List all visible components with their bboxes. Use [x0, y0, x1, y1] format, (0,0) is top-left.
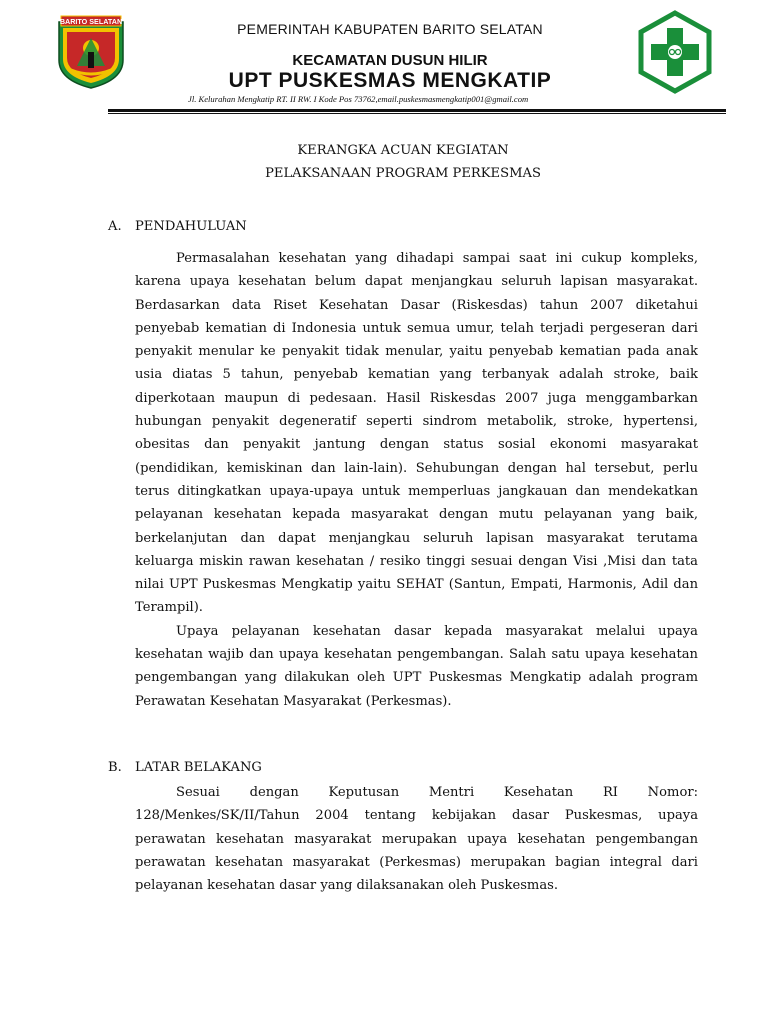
section-title: PENDAHULUAN [135, 219, 247, 234]
puskesmas-cross-icon [637, 10, 713, 94]
paragraph: Permasalahan kesehatan yang dihadapi sampai saat ini cukup kompleks, karena upaya kesehatan belum dapat menjangkau seluruh lapisan masyarakat. Berdasarkan data Riset Kesehatan Dasar (Riskesdas) tahun 2007 diketahui penyebab kematian di Indonesia untuk semua umur, telah terjadi pergeseran dari penyakit menular ke penyakit tidak menular, yaitu penyebab kematian pada anak usia diatas 5 tahun, penyebab kematian yang terbanyak adalah stroke, baik diperkotaan maupun di pedesaan. Hasil Riskesdas 2007 juga menggambarkan hubungan penyakit degeneratif seperti sindrom metabolik, stroke, hypertensi, obesitas dan penyakit jantung dengan status sosial ekonomi masyarakat (pendidikan, kemiskinan dan lain-lain). Sehubungan dengan hal tersebut, perlu terus ditingkatkan upaya-upaya untuk memperluas jangkauan dan mendekatkan pelayanan kesehatan kepada masyarakat dengan mutu pelayanan yang baik, berkelanjutan dan dapat menjangkau seluruh lapisan masyarakat terutama keluarga miskin rawan kesehatan / resiko tinggi sesuai dengan Visi ,Misi dan tata nilai UPT Puskesmas Mengkatip yaitu SEHAT (Santun, Empati, Harmonis, Adil dan Terampil). [135, 251, 698, 616]
letterhead-government: PEMERINTAH KABUPATEN BARITO SELATAN [237, 21, 543, 37]
letterhead-institution: UPT PUSKESMAS MENGKATIP [228, 69, 552, 92]
paragraph: Sesuai dengan Keputusan Mentri Kesehatan RI Nomor: 128/Menkes/SK/II/Tahun 2004 tentang kebijakan dasar Puskesmas, upaya perawatan kesehatan masyarakat merupakan upaya kesehatan pengembangan perawatan kesehatan masyarakat (Perkesmas) merupakan bagian integral dari pelayanan kesehatan dasar yang dilaksanakan oleh Puskesmas. [135, 785, 698, 894]
document-subtitle: PELAKSANAAN PROGRAM PERKESMAS [265, 166, 541, 181]
section-letter: A. [108, 219, 122, 234]
letterhead-district: KECAMATAN DUSUN HILIR [292, 52, 488, 69]
section-a-body [135, 247, 698, 713]
document-title: KERANGKA ACUAN KEGIATAN [297, 143, 509, 158]
paragraph: Upaya pelayanan kesehatan dasar kepada masyarakat melalui upaya kesehatan wajib dan upaya kesehatan pengembangan. Salah satu upaya kesehatan pengembangan yang dilakukan oleh UPT Puskesmas Mengkatip adalah program Perawatan Kesehatan Masyarakat (Perkesmas). [135, 623, 698, 709]
section-heading-a [108, 219, 247, 234]
section-heading-b [108, 760, 262, 775]
logo-banner-text: BARITO SELATAN [59, 17, 123, 26]
section-letter: B. [108, 760, 122, 775]
section-b-body [135, 781, 698, 897]
section-title: LATAR BELAKANG [135, 760, 262, 775]
letterhead-divider-thin [108, 113, 726, 114]
letterhead-address: Jl. Kelurahan Mengkatip RT. II RW. I Kode Pos 73762,email.puskesmasmengkatip001@gmail.com [188, 94, 529, 104]
letterhead-divider [108, 109, 726, 112]
regency-coat-of-arms-icon [55, 14, 127, 90]
